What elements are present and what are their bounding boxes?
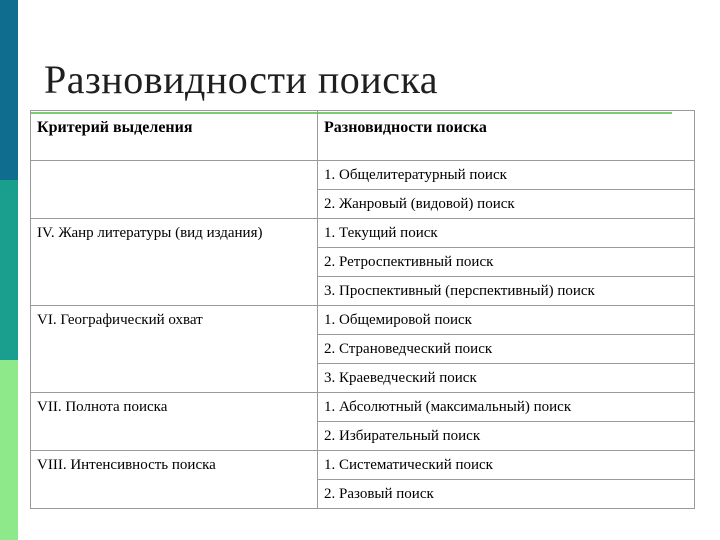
type-cell: 1. Абсолютный (максимальный) поиск <box>318 393 695 422</box>
type-cell: 2. Разовый поиск <box>318 480 695 509</box>
search-types-table <box>30 110 695 509</box>
type-cell: 3. Проспективный (перспективный) поиск <box>318 277 695 306</box>
criterion-cell: VIII. Интенсивность поиска <box>31 451 318 509</box>
table-header-row <box>31 111 695 161</box>
criterion-cell: VI. Географический охват <box>31 306 318 393</box>
type-cell: 3. Краеведческий поиск <box>318 364 695 393</box>
type-cell: 2. Ретроспективный поиск <box>318 248 695 277</box>
type-cell: 2. Избирательный поиск <box>318 422 695 451</box>
type-cell: 2. Страноведческий поиск <box>318 335 695 364</box>
side-bar-top <box>0 0 18 180</box>
side-bar-bottom <box>0 360 18 540</box>
type-cell: 1. Текущий поиск <box>318 219 695 248</box>
page-title: Разновидности поиска <box>44 57 439 102</box>
type-cell: 2. Жанровый (видовой) поиск <box>318 190 695 219</box>
criterion-cell: VII. Полнота поиска <box>31 393 318 451</box>
table-row <box>31 306 695 335</box>
type-cell: 1. Систематический поиск <box>318 451 695 480</box>
table-row <box>31 219 695 248</box>
side-bar-middle <box>0 180 18 360</box>
criterion-cell <box>31 161 318 219</box>
table-row <box>31 451 695 480</box>
header-criterion: Критерий выделения <box>31 111 318 161</box>
table-row <box>31 161 695 190</box>
type-cell: 1. Общелитературный поиск <box>318 161 695 190</box>
table-row <box>31 393 695 422</box>
type-cell: 1. Общемировой поиск <box>318 306 695 335</box>
criterion-cell: IV. Жанр литературы (вид издания) <box>31 219 318 306</box>
header-types: Разновидности поиска <box>318 111 695 161</box>
